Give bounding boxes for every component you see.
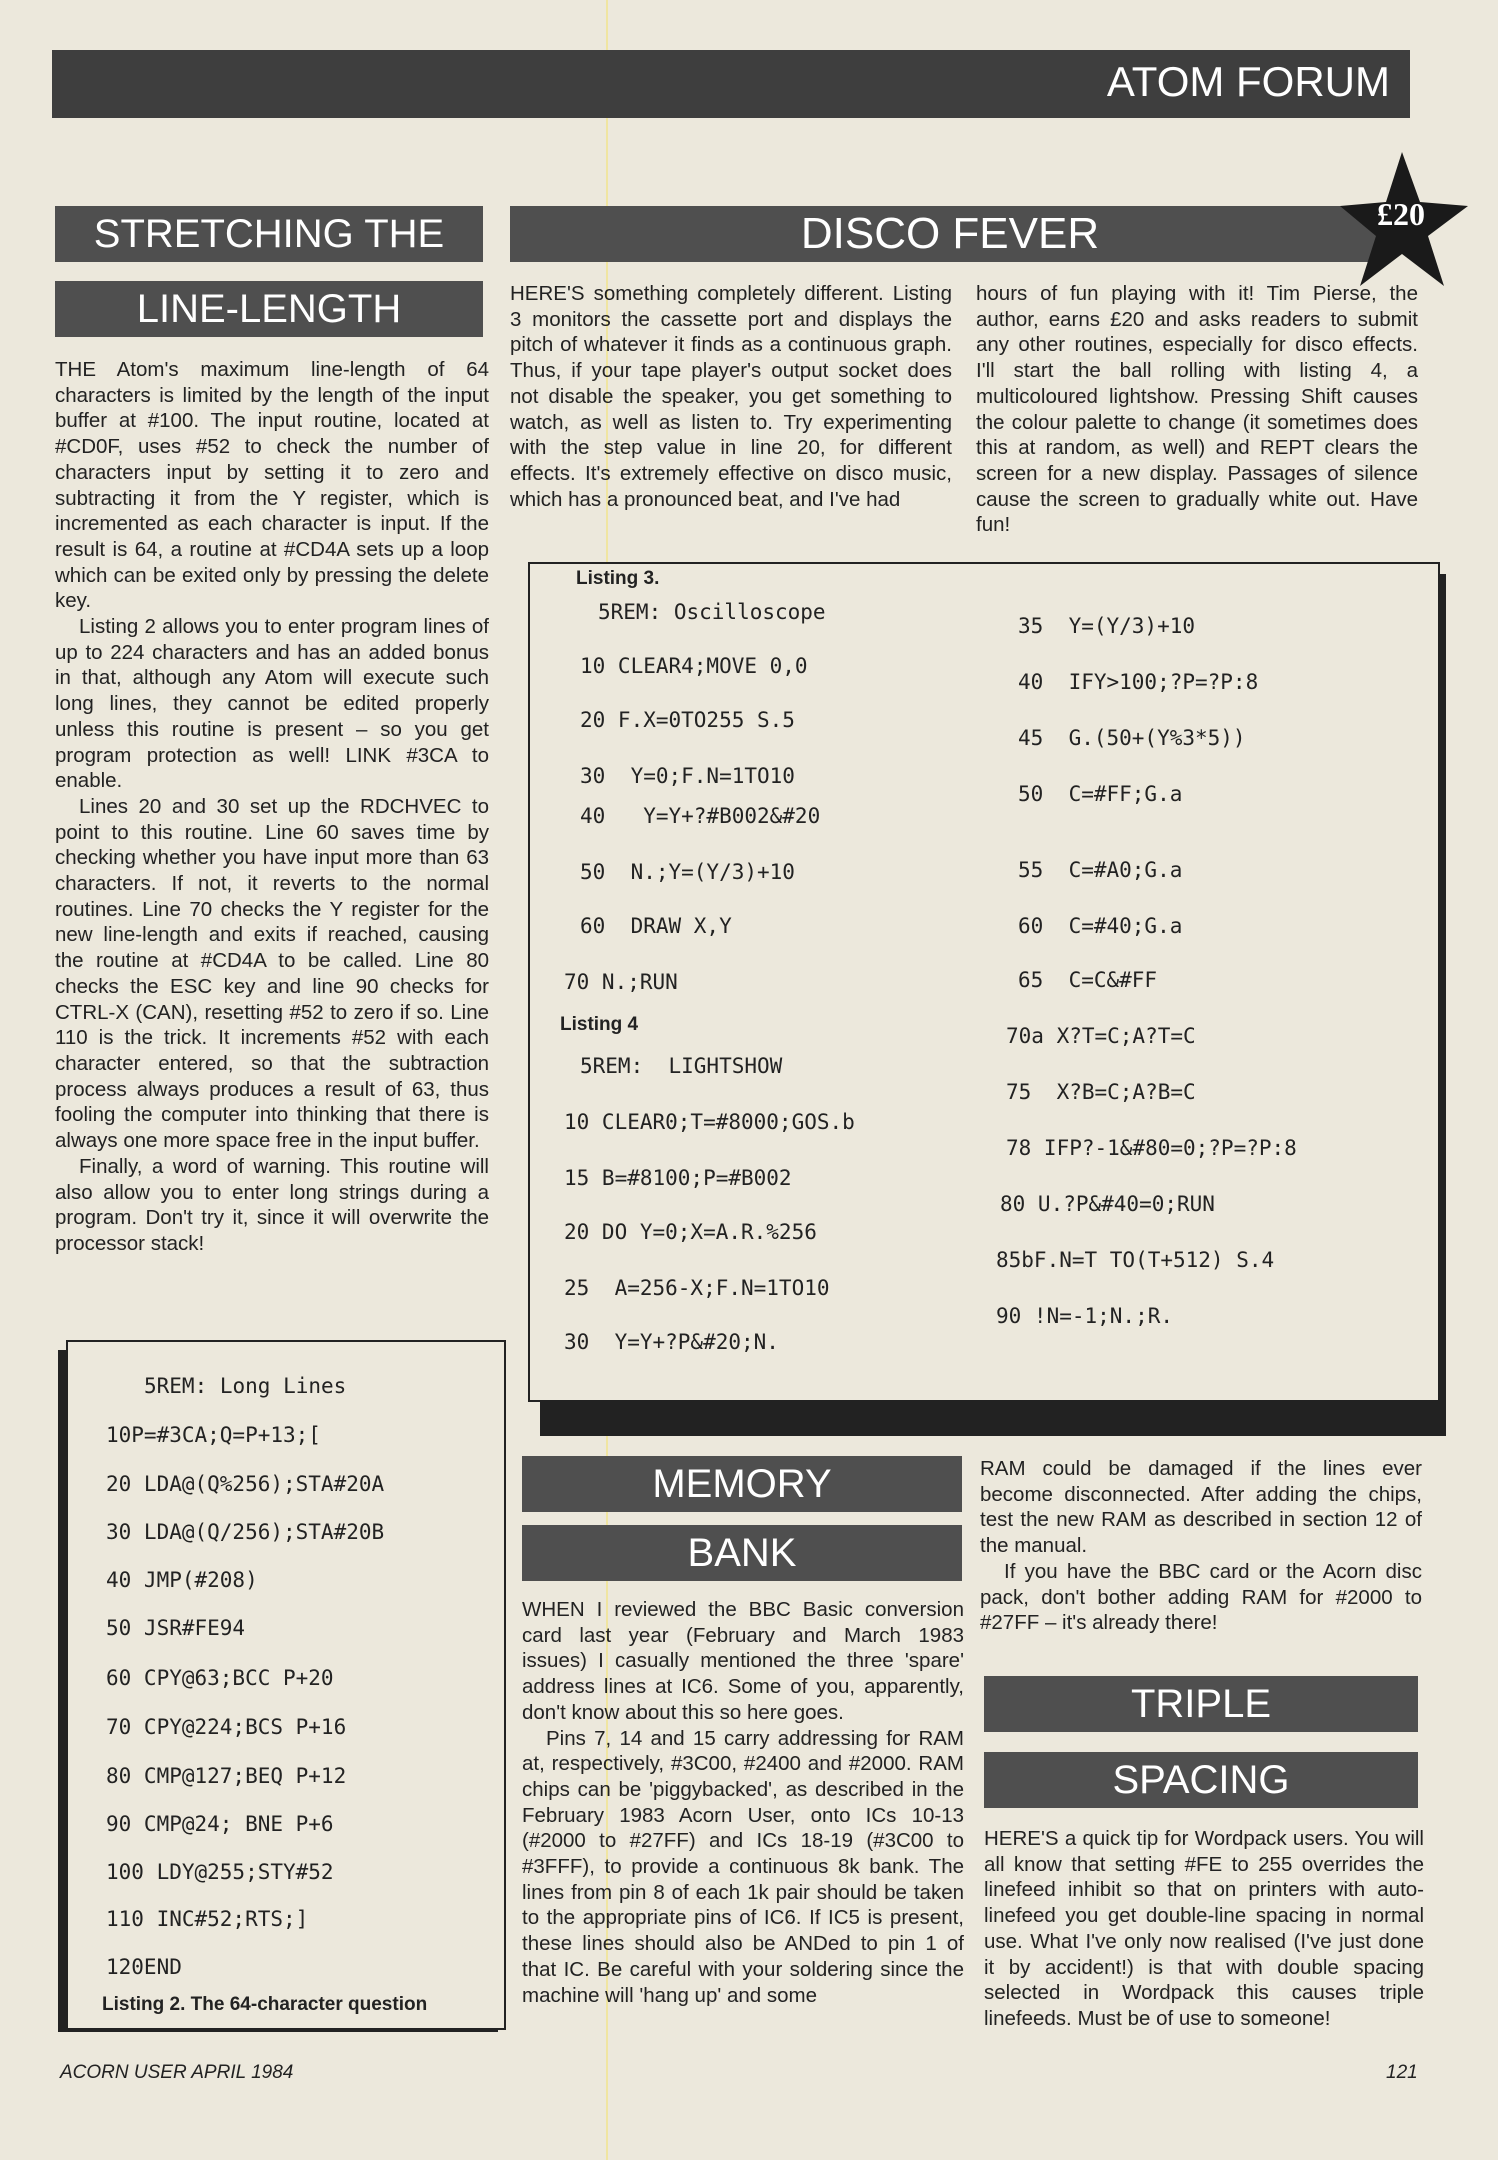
code-line: 30 Y=0;F.N=1TO10 — [580, 764, 795, 788]
code-line: 35 Y=(Y/3)+10 — [1018, 614, 1196, 638]
memory-title-1: MEMORY — [522, 1456, 962, 1512]
disco-column-1 — [510, 281, 952, 512]
code-line: 30 Y=Y+?P&#20;N. — [564, 1330, 779, 1354]
code-line: 40 Y=Y+?#B002&#20 — [580, 804, 821, 828]
code-line: 20 LDA@(Q%256);STA#20A — [106, 1472, 385, 1496]
triple-title-1: TRIPLE — [984, 1676, 1418, 1732]
code-line: 15 B=#8100;P=#B002 — [564, 1166, 792, 1190]
memory-column-1 — [522, 1597, 964, 2008]
disco-title: DISCO FEVER — [510, 206, 1390, 262]
stretch-paragraph: Lines 20 and 30 set up the RDCHVEC to point to this routine. Line 60 saves time by checking whether you have input more than 63 characters. If not, it reverts to the normal routines. Line 70 checks the Y register for the new line-length and exits if reached, causing the routine at #CD4A to be called. Line 80 checks the ESC key and line 90 checks for CTRL-X (CAN), resetting #52 to zero if so. Line 110 is the trick. It increments #52 with each character entered, so that the subtraction process always produces a result of 63, thus fooling the computer into thinking that there is always one more space free in the input buffer. — [55, 794, 489, 1153]
code-line: 90 CMP@24; BNE P+6 — [106, 1812, 334, 1836]
code-line: 5REM: Oscilloscope — [598, 600, 826, 624]
code-line: 70 N.;RUN — [564, 970, 678, 994]
code-line: 60 C=#40;G.a — [1018, 914, 1183, 938]
listing3-box — [528, 562, 1440, 1402]
section-header-bar — [52, 50, 1410, 118]
memory-column-2 — [980, 1456, 1422, 1636]
code-line: 20 F.X=0TO255 S.5 — [580, 708, 795, 732]
stretch-paragraph: THE Atom's maximum line-length of 64 characters is limited by the length of the input buffer at #100. The input routine, located at #CD0F, uses #52 to check the number of characters input by setting it to zero and subtracting it from the Y register, which is incremented as each character is input. If the result is 64, a routine at #CD4A sets up a loop which can be exited only by pressing the delete key. — [55, 358, 489, 613]
stretch-title-1: STRETCHING THE — [55, 206, 483, 262]
stretch-paragraph: Listing 2 allows you to enter program lines of up to 224 characters and has an added bonus in that, although any Atom will execute such long lines, they cannot be edited properly unless this routine is present – so you get program protection as well! LINK #3CA to enable. — [55, 615, 489, 793]
disco-paragraph: HERE'S something completely different. Listing 3 monitors the cassette port and displays the pitch of whatever it finds as a continuous graph. Thus, if your tape player's output socket does not disable the speaker, you get something to watch, as well as listen to. Try experimenting with the step value in line 20, for different effects. It's extremely effective on disco music, which has a pronounced beat, and I've had — [510, 282, 952, 511]
triple-article — [984, 1826, 1424, 2032]
section-title: ATOM FORUM — [1106, 58, 1390, 105]
code-line: 70a X?T=C;A?T=C — [1006, 1024, 1196, 1048]
code-line: 100 LDY@255;STY#52 — [106, 1860, 334, 1884]
code-line: 60 CPY@63;BCC P+20 — [106, 1666, 334, 1690]
listing3-label: Listing 3. — [576, 568, 660, 589]
code-line: 55 C=#A0;G.a — [1018, 858, 1183, 882]
listing4-label: Listing 4 — [560, 1014, 639, 1035]
code-line: 80 U.?P&#40=0;RUN — [1000, 1192, 1215, 1216]
code-line: 10 CLEAR4;MOVE 0,0 — [580, 654, 808, 678]
code-line: 80 CMP@127;BEQ P+12 — [106, 1764, 347, 1788]
listing2-caption: Listing 2. The 64-character question — [102, 1994, 428, 2015]
code-line: 50 N.;Y=(Y/3)+10 — [580, 860, 795, 884]
code-line: 25 A=256-X;F.N=1TO10 — [564, 1276, 830, 1300]
triple-paragraph: HERE'S a quick tip for Wordpack users. You will all know that setting #FE to 255 overrides the linefeed inhibit so that on printers with auto-linefeed you get double-line spacing in normal use. What I've only now realised (I've just done it by accident!) is that with double spacing selected in Wordpack this causes triple linefeeds. Must be of use to someone! — [984, 1827, 1424, 2030]
code-line: 85bF.N=T TO(T+512) S.4 — [996, 1248, 1275, 1272]
triple-title-2: SPACING — [984, 1752, 1418, 1808]
code-line: 70 CPY@224;BCS P+16 — [106, 1715, 347, 1739]
code-line: 50 C=#FF;G.a — [1018, 782, 1183, 806]
code-line: 60 DRAW X,Y — [580, 914, 732, 938]
prize-label: £20 — [1377, 196, 1425, 232]
code-line: 30 LDA@(Q/256);STA#20B — [106, 1520, 385, 1544]
memory-paragraph: Pins 7, 14 and 15 carry addressing for RAM at, respectively, #3C00, #2400 and #2000. RAM chips can be 'piggybacked', as described in the February 1983 Acorn User, onto ICs 10-13 (#2000 to #27FF) and ICs 18-19 (#3C00 to #3FFF), to provide a continuous 8k bank. The lines from pin 8 of each 1k pair should be taken to the appropriate pins of IC6. If IC5 is present, these lines should also be ANDed to pin 1 of that IC. Be careful with your soldering since the machine will 'hang up' and some — [522, 1726, 964, 2007]
code-line: 50 JSR#FE94 — [106, 1616, 246, 1640]
code-line: 20 DO Y=0;X=A.R.%256 — [564, 1220, 817, 1244]
code-line: 10P=#3CA;Q=P+13;[ — [106, 1423, 321, 1447]
code-line: 40 JMP(#208) — [106, 1568, 258, 1592]
stretch-title-2: LINE-LENGTH — [55, 281, 483, 337]
memory-title-2: BANK — [522, 1525, 962, 1581]
code-line: 45 G.(50+(Y%3*5)) — [1018, 726, 1246, 750]
code-line: 10 CLEAR0;T=#8000;GOS.b — [564, 1110, 855, 1134]
code-line: 5REM: LIGHTSHOW — [580, 1054, 783, 1078]
disco-column-2 — [976, 281, 1418, 538]
code-line: 5REM: Long Lines — [144, 1374, 347, 1398]
code-line: 40 IFY>100;?P=?P:8 — [1018, 670, 1259, 694]
code-line: 90 !N=-1;N.;R. — [996, 1304, 1174, 1328]
code-line: 78 IFP?-1&#80=0;?P=?P:8 — [1006, 1136, 1297, 1160]
stretch-paragraph: Finally, a word of warning. This routine will also allow you to enter long strings during a program. Don't try it, since it will overwrite the processor stack! — [55, 1154, 489, 1255]
code-line: 65 C=C&#FF — [1018, 968, 1158, 992]
disco-paragraph: hours of fun playing with it! Tim Pierse, the author, earns £20 and asks readers to submit any other routines, especially for disco effects. I'll start the ball rolling with listing 4, a multicoloured lightshow. Pressing Shift causes the colour palette to change (it sometimes does this at random, as well) and REPT clears the screen for a new display. Passages of silence cause the screen to gradually white out. Have fun! — [976, 282, 1418, 537]
code-line: 110 INC#52;RTS;] — [106, 1907, 309, 1931]
footer-issue: ACORN USER APRIL 1984 — [60, 2062, 294, 2083]
page-number: 121 — [1386, 2062, 1418, 2083]
memory-paragraph: If you have the BBC card or the Acorn disc pack, don't bother adding RAM for #2000 to #27FF – it's already there! — [980, 1559, 1422, 1635]
stretch-article — [55, 357, 489, 1257]
code-line: 120END — [106, 1955, 182, 1979]
code-line: 75 X?B=C;A?B=C — [1006, 1080, 1196, 1104]
memory-paragraph: RAM could be damaged if the lines ever become disconnected. After adding the chips, test the new RAM as described in section 12 of the manual. — [980, 1457, 1422, 1558]
listing2-box — [66, 1340, 506, 2030]
memory-paragraph: WHEN I reviewed the BBC Basic conversion card last year (February and March 1983 issues) I casually mentioned the three 'spare' address lines at IC6. Some of you, apparently, don't know about this so here goes. — [522, 1598, 964, 1724]
